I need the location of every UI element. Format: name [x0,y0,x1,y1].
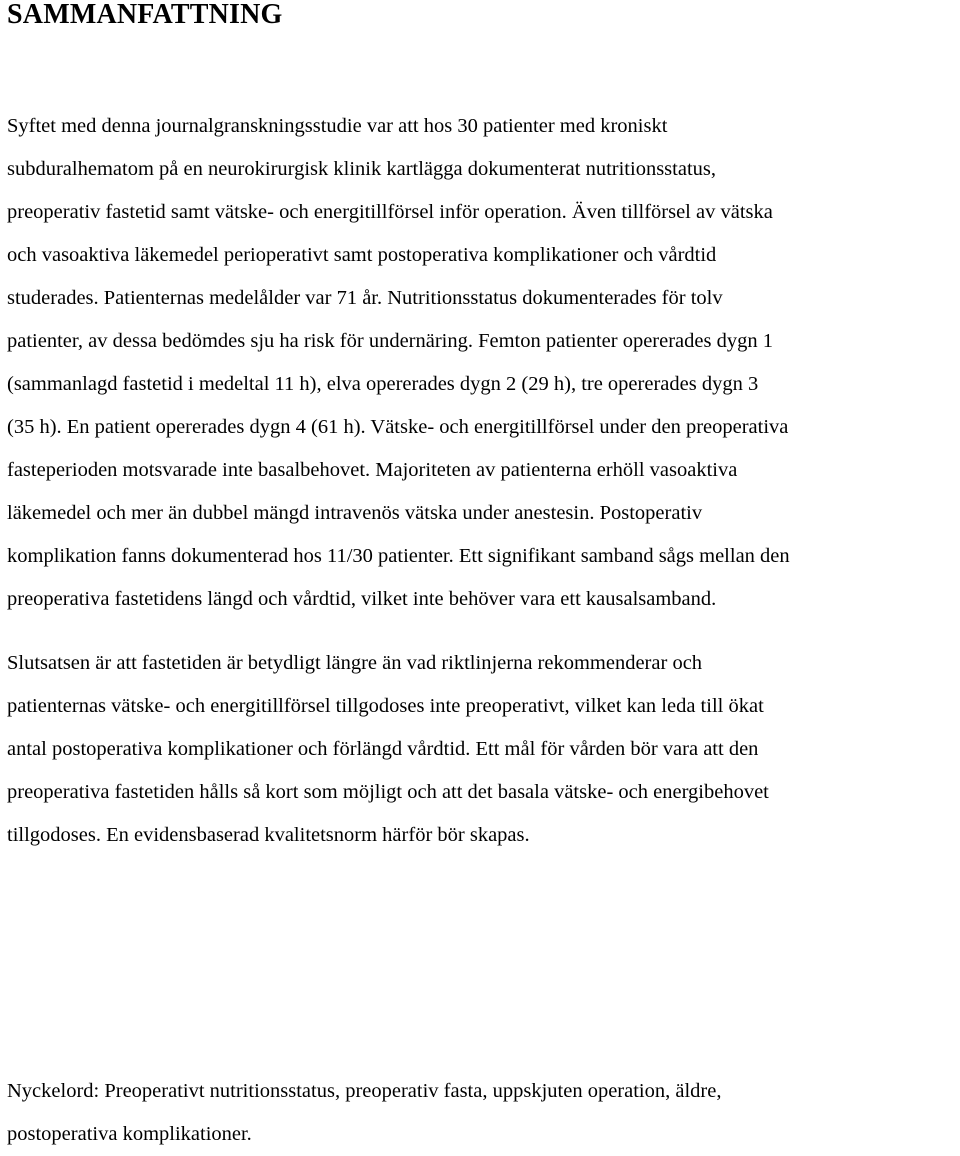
text-line: preoperativ fastetid samt vätske- och energitillförsel inför operation. Även tillförsel av vätska [7,201,773,223]
text-line: (sammanlagd fastetid i medeltal 11 h), elva opererades dygn 2 (29 h), tre opererades dygn 3 [7,373,759,395]
text-line: subduralhematom på en neurokirurgisk klinik kartlägga dokumenterat nutritionsstatus, [7,158,717,180]
text-line: preoperativa fastetiden hålls så kort som möjligt och att det basala vätske- och energibehovet [7,781,769,803]
text-line: och vasoaktiva läkemedel perioperativt samt postoperativa komplikationer och vårdtid [7,244,717,266]
text-line: Syftet med denna journalgranskningsstudie var att hos 30 patienter med kroniskt [7,115,668,137]
text-line: antal postoperativa komplikationer och förlängd vårdtid. Ett mål för vården bör vara att den [7,738,759,760]
summary-paragraph [7,105,790,621]
text-line: Nyckelord: Preoperativt nutritionsstatus, preoperativ fasta, uppskjuten operation, äldre, [7,1080,722,1102]
text-line: patienter, av dessa bedömdes sju ha risk för undernäring. Femton patienter opererades dygn 1 [7,330,773,352]
text-line: preoperativa fastetidens längd och vårdtid, vilket inte behöver vara ett kausalsamband. [7,588,717,610]
text-line: (35 h). En patient opererades dygn 4 (61 h). Vätske- och energitillförsel under den preoperativa [7,416,789,438]
keywords-paragraph [7,1070,721,1156]
text-line: fasteperioden motsvarade inte basalbehovet. Majoriteten av patienterna erhöll vasoaktiva [7,459,738,481]
section-title: SAMMANFATTNING [7,0,283,30]
text-line: patienternas vätske- och energitillförsel tillgodoses inte preoperativt, vilket kan leda till ökat [7,695,764,717]
text-line: studerades. Patienternas medelålder var 71 år. Nutritionsstatus dokumenterades för tolv [7,287,723,309]
text-line: komplikation fanns dokumenterad hos 11/30 patienter. Ett signifikant samband sågs mellan den [7,545,790,567]
text-line: postoperativa komplikationer. [7,1123,252,1145]
conclusion-paragraph [7,642,769,857]
text-line: läkemedel och mer än dubbel mängd intravenös vätska under anestesin. Postoperativ [7,502,703,524]
text-line: Slutsatsen är att fastetiden är betydligt längre än vad riktlinjerna rekommenderar och [7,652,703,674]
text-line: tillgodoses. En evidensbaserad kvalitetsnorm härför bör skapas. [7,824,530,846]
